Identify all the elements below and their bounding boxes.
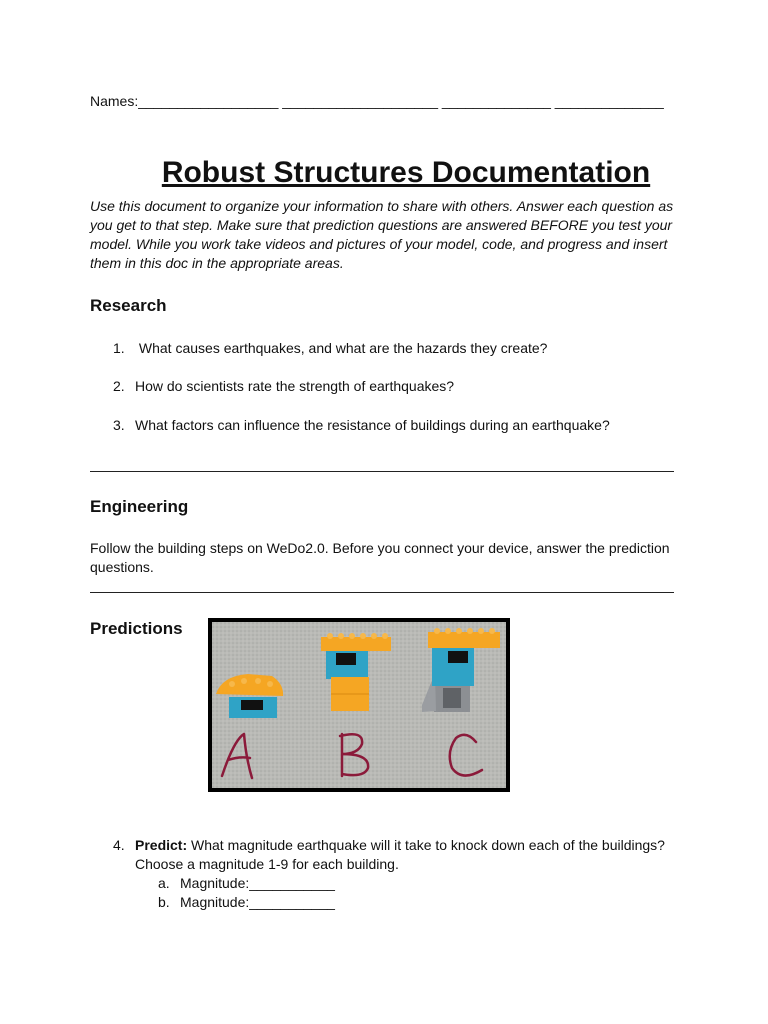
question-number: 4. <box>113 837 125 853</box>
predictions-heading: Predictions <box>90 619 183 638</box>
intro-paragraph: Use this document to organize your information to share with others. Answer each question as you get to that step. Make sure that prediction questions are answered BEFORE you test your model. While you work take videos and pictures of your model, code, and progress and insert them in this doc in the appropriate areas. <box>90 198 674 271</box>
magnitude-blank[interactable]: Magnitude:___________ <box>180 894 335 910</box>
magnitude-item-b[interactable] <box>158 894 335 910</box>
item-letter: a. <box>158 875 170 891</box>
question-number: 1. <box>113 340 125 356</box>
question-text-continued: Choose a magnitude 1-9 for each building. <box>135 856 399 872</box>
research-question-3 <box>113 417 610 433</box>
magnitude-item-a[interactable] <box>158 875 335 891</box>
page-title: Robust Structures Documentation <box>161 156 651 189</box>
question-text: What factors can influence the resistance of buildings during an earthquake? <box>135 417 610 433</box>
section-divider <box>90 471 674 472</box>
magnitude-blank[interactable]: Magnitude:___________ <box>180 875 335 891</box>
predict-label: Predict: <box>135 837 188 853</box>
item-letter: b. <box>158 894 170 910</box>
question-text: What causes earthquakes, and what are the hazards they create? <box>135 340 548 356</box>
section-divider <box>90 592 674 593</box>
lego-buildings-illustration <box>208 618 510 792</box>
question-text: What magnitude earthquake will it take to knock down each of the buildings? <box>187 837 665 853</box>
research-question-1 <box>113 340 547 356</box>
names-line[interactable]: Names:__________________ ____________________ ______________ ______________ <box>90 93 664 109</box>
question-number: 2. <box>113 378 125 394</box>
research-heading: Research <box>90 296 167 315</box>
prediction-question-4 <box>113 836 665 874</box>
research-question-2 <box>113 378 454 394</box>
question-number: 3. <box>113 417 125 433</box>
engineering-heading: Engineering <box>90 497 189 516</box>
lego-buildings-photo <box>208 618 510 792</box>
engineering-paragraph: Follow the building steps on WeDo2.0. Before you connect your device, answer the prediction questions. <box>90 540 670 575</box>
question-text: How do scientists rate the strength of earthquakes? <box>135 378 455 394</box>
